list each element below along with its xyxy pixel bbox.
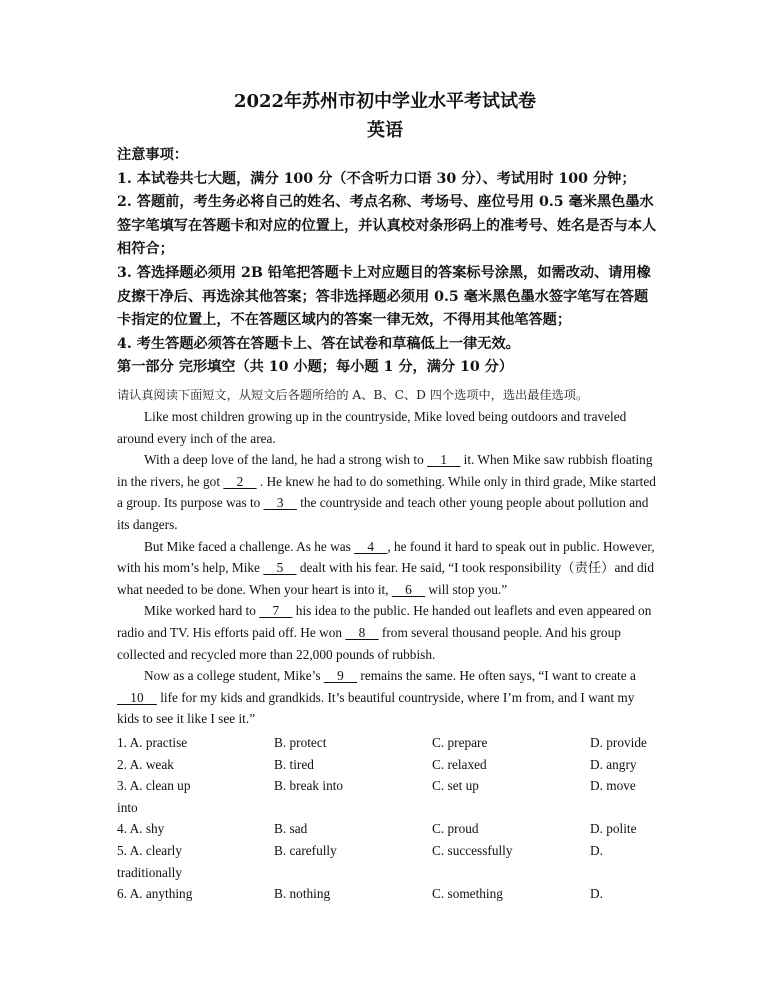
question-row-2 — [117, 754, 657, 776]
blank-3: 3 — [263, 495, 297, 511]
option-b: B. tired — [274, 756, 314, 772]
blank-8: 8 — [345, 624, 379, 640]
notice-item-2: 2. 答题前，考生务必将自己的姓名、考点名称、考场号、座位号用 0.5 毫米黑色墨水签字笔填写在答题卡和对应的位置上，并认真校对条形码上的准考号、姓名是否与本人相符合； — [117, 194, 657, 258]
exam-title: 2022年苏州市初中学业水平考试试卷 — [233, 91, 537, 112]
section-title: 第一部分 完形填空（共 10 小题；每小题 1 分，满分 10 分） — [117, 359, 514, 376]
notice-item-4: 4. 考生答题必须答在答题卡上、答在试卷和草稿低上一律无效。 — [117, 335, 520, 352]
passage-paragraph-1: Like most children growing up in the countryside, Mike loved being outdoors and traveled around every inch of the area. — [117, 409, 627, 446]
blank-7: 7 — [259, 603, 293, 619]
option-d-continued: into — [117, 799, 138, 815]
blank-2: 2 — [223, 473, 257, 489]
passage-paragraph-3: But Mike faced a challenge. As he was 4 , he found it hard to speak out in public. However, with his mom’s help, Mike 5 dealt with his fear. He said, “I took responsibility（责任）and did what needed to be done. When your heart is into it, 6 will stop you.” — [117, 538, 655, 597]
option-b: B. carefully — [274, 842, 337, 858]
notice-item-1: 1. 本试卷共七大题，满分 100 分（不含听力口语 30 分）、考试用时 100 分钟； — [117, 170, 636, 187]
option-a: 2. A. weak — [117, 756, 174, 772]
option-b: B. break into — [274, 778, 344, 794]
option-d: D. angry — [590, 756, 637, 772]
question-row-5 — [117, 840, 657, 883]
option-c: C. prepare — [432, 735, 488, 750]
option-d: D. move — [590, 778, 636, 794]
answer-options — [117, 732, 657, 905]
option-c: C. proud — [432, 821, 479, 837]
option-d-continued: traditionally — [117, 864, 182, 880]
subject-title: 英语 — [367, 120, 403, 141]
option-c: C. relaxed — [432, 756, 487, 772]
option-b: B. sad — [274, 821, 308, 837]
option-d: D. polite — [590, 821, 637, 837]
option-a: 1. A. practise — [117, 735, 188, 750]
option-a: 3. A. clean up — [117, 778, 191, 794]
question-row-1 — [117, 732, 657, 754]
blank-6: 6 — [391, 581, 426, 597]
question-row-3 — [117, 775, 657, 818]
notice-item-3: 3. 答选择题必须用 2B 铅笔把答题卡上对应题目的答案标号涂黑，如需改动、请用橡皮擦干净后、再选涂其他答案；答非选择题必须用 0.5 毫米黑色墨水签字笔写在答题卡指定的位置上，不在答题区域内的答案一律无效，不得用其他笔答题； — [117, 264, 651, 329]
blank-9: 9 — [323, 668, 358, 684]
option-c: C. set up — [432, 778, 479, 794]
passage-paragraph-2: With a deep love of the land, he had a strong wish to 1 it. When Mike saw rubbish floating in the rivers, he got 2 . He knew he had to do something. While only in third grade, Mike started a group. Its purpose was to 3 the countryside and teach other young people about pollution and its dangers. — [117, 452, 656, 532]
cloze-passage — [117, 406, 657, 730]
option-d: D. — [590, 842, 603, 858]
passage-paragraph-4: Mike worked hard to 7 his idea to the public. He handed out leaflets and even appeared on radio and TV. His efforts paid off. He won 8 from several thousand people. And his group collected and recycled more than 22,000 pounds of rubbish. — [117, 603, 652, 662]
question-row-4 — [117, 818, 657, 840]
passage-paragraph-5: Now as a college student, Mike’s 9 remains the same. He often says, “I want to create a 10 life for my kids and grandkids. It’s beautiful countryside, where I’m from, and I want my kids to see it like I see it.” — [117, 668, 636, 727]
option-c: C. successfully — [432, 842, 513, 858]
option-c: C. something — [432, 886, 503, 902]
blank-4: 4 — [354, 538, 388, 554]
section-instruction: 请认真阅读下面短文，从短文后各题所给的 A、B、C、D 四个选项中，选出最佳选项。 — [117, 388, 589, 402]
corner-mark: . — [568, 50, 570, 57]
option-a: 6. A. anything — [117, 886, 193, 902]
option-a: 5. A. clearly — [117, 842, 182, 858]
blank-1: 1 — [427, 452, 461, 468]
option-b: B. protect — [274, 735, 327, 750]
blank-10: 10 — [117, 689, 157, 705]
notice-heading: 注意事项： — [117, 147, 188, 163]
option-b: B. nothing — [274, 886, 331, 902]
notice-block — [117, 144, 657, 380]
option-d: D. provide — [590, 735, 647, 750]
option-a: 4. A. shy — [117, 821, 165, 837]
question-row-6 — [117, 883, 657, 905]
option-d: D. — [590, 886, 603, 902]
blank-5: 5 — [263, 560, 297, 576]
